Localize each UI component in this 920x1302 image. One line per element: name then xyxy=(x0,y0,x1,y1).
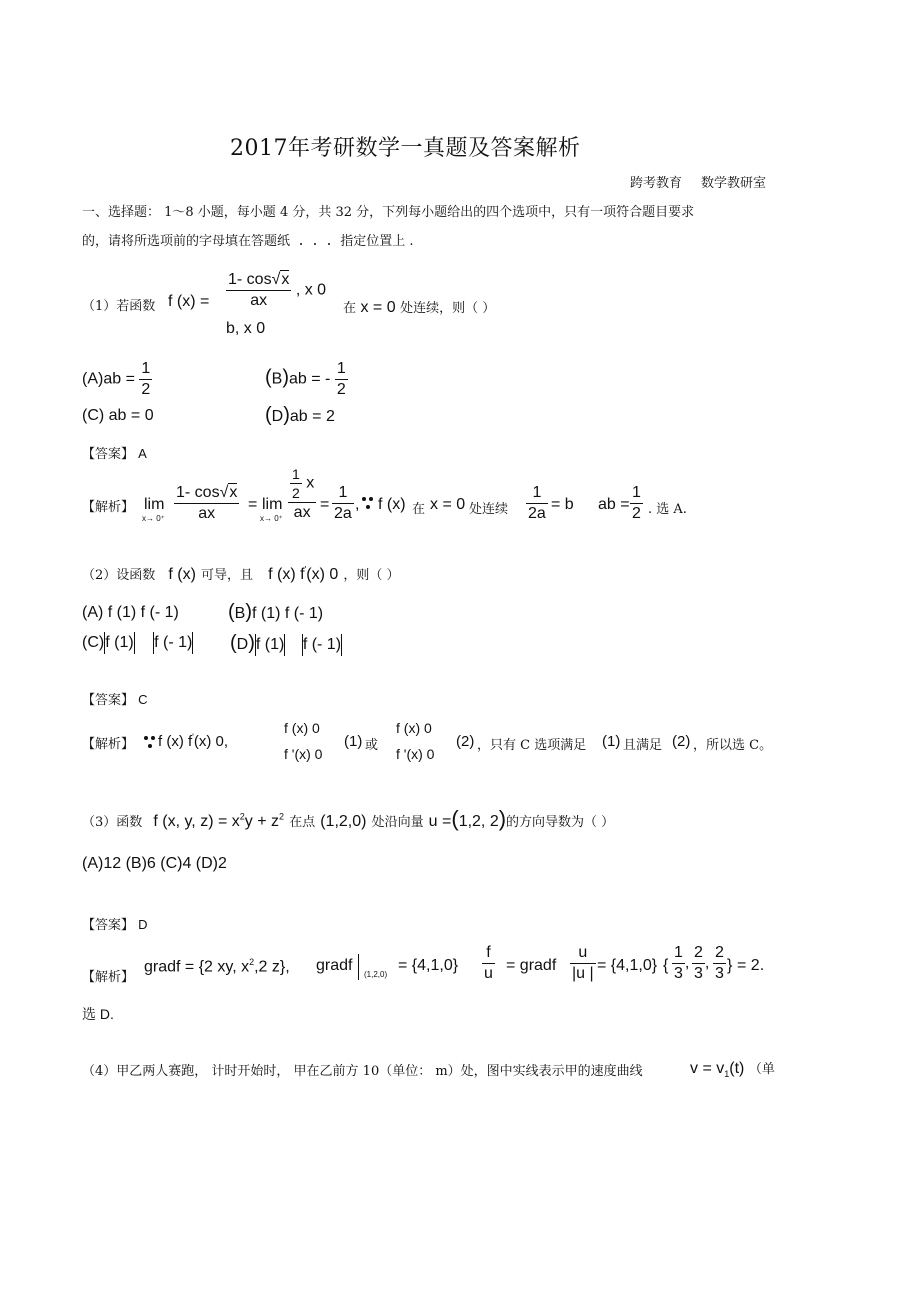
q1-tail xyxy=(343,297,495,317)
section-intro-part-b: 指定位置上 . xyxy=(340,234,414,249)
section-intro-line2 xyxy=(82,230,414,249)
q2-option-a: (A) f (1) f (- 1) xyxy=(82,604,179,621)
because-symbol xyxy=(362,496,374,510)
q2-answer: 【答案】 C xyxy=(82,692,148,708)
q1-tail-eq: x = 0 xyxy=(360,299,396,316)
q1-piece1: $\frac{1- \cos√x}{ax}$ , x 0 xyxy=(228,271,327,309)
q2-analysis: 【解析】 f (x) f'(x) 0, f (x) 0 f '(x) 0 (1) 或 f (x) 0 f '(x) 0 (2) ，只有 C 选项满足 (1) 且满足 (2) ，所以选 C。 xyxy=(82,720,773,762)
q1-lhs: f (x) = xyxy=(168,293,210,310)
q1-analysis-label: 【解析】 xyxy=(82,500,135,515)
q2-stem: （2）设函数 f (x) 可导，且 f (x) f'(x) 0 ，则（ ） xyxy=(82,564,400,583)
q1-lim-sub: x→ 0⁺ xyxy=(142,514,165,523)
q1-option-a: (A)ab = $\frac{1}{2}$ xyxy=(82,360,151,398)
q1-lim: lim xyxy=(144,496,165,513)
q1-option-d: (D)ab = 2 xyxy=(265,404,335,426)
section-intro-part-a: 的，请将所选项前的字母填在答题纸 xyxy=(82,234,291,249)
source-label: 跨考教育 xyxy=(630,176,683,191)
q1-label: （1）若函数 xyxy=(82,299,156,314)
q1-numerator: 1- cos xyxy=(228,271,272,288)
department-label: 数学教研室 xyxy=(701,176,767,191)
q1-step2: $\frac{1}{2}$ x ax xyxy=(288,466,316,522)
q3-analysis: 【解析】 gradf = {2 xy, $x^2,2$ z}, gradf (1,2,0) = {4,1,0} $\frac{f}{u}$ = gradf $\frac{u}{|u |}$ = {4,1,0} { $\frac{1}{3}$ , $\frac{2}{3}$ , $\frac{2}{3}$ } = 2. xyxy=(82,944,765,985)
q1-answer: 【答案】 A xyxy=(82,446,147,462)
q1-option-b: (B)ab = - $\frac{1}{2}$ xyxy=(265,360,346,398)
q2-option-c: (C)f (1) f (- 1) xyxy=(82,632,193,654)
q3-stem: （3）函数 f (x, y, $z) = x^2y + z^2$ 在点 (1,2,0) 处沿向量 u =(1,2, 2)的方向导数为（ ） xyxy=(82,806,615,831)
q1-condition-1: , x 0 xyxy=(295,281,327,299)
q4-velocity: $v = v_1(t)$ （单 xyxy=(690,1060,775,1080)
page-title: 2017年考研数学一真题及答案解析 xyxy=(230,136,581,161)
section-intro-line1: 一、选择题： 1～8 小题，每小题 4 分，共 32 分，下列每小题给出的四个选项中，只有一项符合题目要求 xyxy=(82,205,695,220)
q2-option-b: (B)f (1) f (- 1) xyxy=(228,601,324,623)
q1-tail-text-2: 处连续，则（ ） xyxy=(400,301,496,316)
q1-condition-2: b, x 0 xyxy=(226,320,266,337)
q3-choose: 选 D. xyxy=(82,1006,114,1022)
emphasis-dots xyxy=(294,234,336,249)
q3-options: (A)12 (B)6 (C)4 (D)2 xyxy=(82,855,227,872)
q1-root: x xyxy=(281,271,290,288)
q1-option-c: (C) ab = 0 xyxy=(82,407,154,424)
q3-answer: 【答案】 D xyxy=(82,917,148,933)
q2-option-d: (D)f (1) f (- 1) xyxy=(230,632,342,654)
q1-tail-text-1: 在 xyxy=(343,301,357,316)
q1-denominator: ax xyxy=(250,292,268,309)
q4-stem: （4）甲乙两人赛跑， 计时开始时， 甲在乙前方 10（单位： m）处，图中实线表示甲的速度曲线 xyxy=(82,1064,643,1079)
